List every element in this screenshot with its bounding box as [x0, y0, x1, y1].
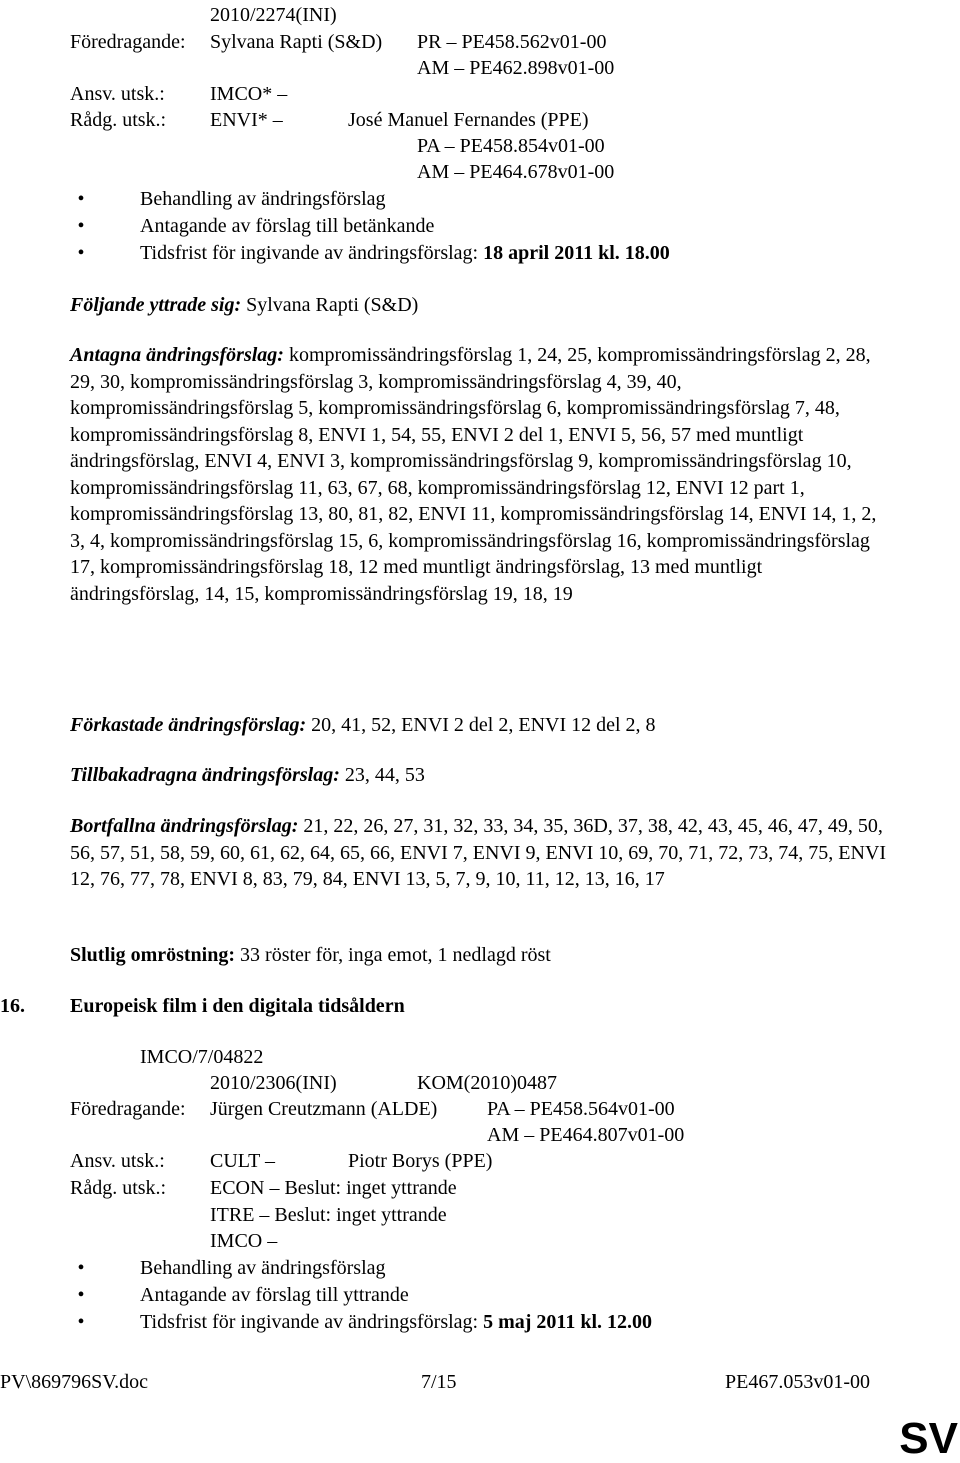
- fallen-amendments: [70, 813, 895, 893]
- bullet-item: Behandling av ändringsförslag: [140, 1257, 386, 1279]
- am-reference: AM – PE462.898v01-00: [417, 57, 615, 79]
- bullet-item-deadline: [140, 1309, 652, 1336]
- opinion-rapporteur: José Manuel Fernandes (PPE): [348, 109, 589, 131]
- footer-filename: PV\869796SV.doc: [0, 1371, 148, 1393]
- bullet-icon: •: [77, 188, 85, 210]
- responsible-committee: IMCO* –: [210, 83, 288, 105]
- withdrawn-text: 23, 44, 53: [344, 764, 425, 786]
- section-opinion-line: ITRE – Beslut: inget yttrande: [210, 1204, 447, 1226]
- bullet-item: Antagande av förslag till yttrande: [140, 1284, 409, 1306]
- rapporteur-name: Sylvana Rapti (S&D): [210, 31, 383, 53]
- section-title: Europeisk film i den digitala tidsåldern: [70, 995, 405, 1017]
- final-vote: [70, 942, 551, 969]
- bullet-icon: •: [77, 1311, 85, 1333]
- procedure-number: 2010/2274(INI): [210, 4, 337, 26]
- section-responsible-committee: CULT –: [210, 1150, 276, 1172]
- fallen-text: 21, 22, 26, 27, 31, 32, 33, 34, 35, 36D, 37, 38, 42, 43, 45, 46, 47, 49, 50, 56, 57, 51, 58, 59, 60, 61, 62, 64, 65, 66, ENVI 7, ENVI 9, ENVI 10, 69, 70, 71, 72, 73, 74, 75, ENVI 12, 76, 77, 78, ENVI 8, 83, 79, 84, ENVI 13, 5, 7, 9, 10, 11, 12, 13, 16, 17: [70, 815, 887, 890]
- section-number: 16.: [0, 995, 25, 1017]
- bullet-icon: •: [77, 242, 85, 264]
- bullet-item-deadline: [140, 240, 670, 267]
- bullet-icon: •: [77, 215, 85, 237]
- withdrawn-amendments: [70, 762, 425, 789]
- bullet-item: Antagande av förslag till betänkande: [140, 215, 435, 237]
- rejected-label: Förkastade ändringsförslag:: [70, 714, 307, 736]
- adopted-label: Antagna ändringsförslag:: [70, 344, 284, 366]
- speakers-label: Följande yttrade sig:: [70, 294, 242, 316]
- section-kom-reference: KOM(2010)0487: [417, 1072, 557, 1094]
- section-opinion-line: ECON – Beslut: inget yttrande: [210, 1177, 457, 1199]
- section-rapporteur-label: Föredragande:: [70, 1098, 186, 1120]
- opinion-committee: ENVI* –: [210, 109, 283, 131]
- footer-reference: PE467.053v01-00: [725, 1371, 870, 1393]
- footer-page-number: 7/15: [421, 1371, 457, 1393]
- speakers-line: [70, 292, 418, 319]
- final-vote-label: Slutlig omröstning:: [70, 944, 236, 966]
- rapporteur-label: Föredragande:: [70, 31, 186, 53]
- section-opinion-label: Rådg. utsk.:: [70, 1177, 167, 1199]
- responsible-label: Ansv. utsk.:: [70, 83, 165, 105]
- deadline-value: 18 april 2011 kl. 18.00: [483, 242, 670, 264]
- section-responsible-rapporteur: Piotr Borys (PPE): [348, 1150, 493, 1172]
- bullet-icon: •: [77, 1257, 85, 1279]
- deadline-value: 5 maj 2011 kl. 12.00: [483, 1311, 653, 1333]
- section-opinion-line: IMCO –: [210, 1230, 278, 1252]
- adopted-amendments: [70, 342, 895, 607]
- speakers-value: Sylvana Rapti (S&D): [246, 294, 419, 316]
- language-code: SV: [899, 1414, 958, 1463]
- withdrawn-label: Tillbakadragna ändringsförslag:: [70, 764, 340, 786]
- section-file-number: IMCO/7/04822: [140, 1046, 264, 1068]
- rejected-text: 20, 41, 52, ENVI 2 del 2, ENVI 12 del 2, 8: [311, 714, 656, 736]
- deadline-label: Tidsfrist för ingivande av ändringsförslag:: [140, 1311, 479, 1333]
- opinion-pa-reference: PA – PE458.854v01-00: [417, 135, 605, 157]
- adopted-text: kompromissändringsförslag 1, 24, 25, kompromissändringsförslag 2, 28, 29, 30, kompromissändringsförslag 3, kompromissändringsförslag 4, 39, 40, kompromissändringsförslag 5, kompromissändringsförslag 6, kompromissändringsförslag 7, 48, kompromissändringsförslag 8, ENVI 1, 54, 55, ENVI 2 del 1, ENVI 5, 56, 57 med muntligt ändringsförslag, ENVI 4, ENVI 3, kompromissändringsförslag 9, kompromissändringsförslag 10, kompromissändringsförslag 11, 63, 67, 68, kompromissändringsförslag 12, ENVI 12 part 1, kompromissändringsförslag 13, 80, 81, 82, ENVI 11, kompromissändringsförslag 14, ENVI 14, 1, 2, 3, 4, kompromissändringsförslag 15, 6, kompromissändringsförslag 16, kompromissändringsförslag 17, kompromissändringsförslag 18, 12 med muntligt ändringsförslag, 13 med muntligt ändringsförslag, 14, 15, kompromissändringsförslag 19, 18, 19: [70, 344, 877, 605]
- rejected-amendments: [70, 712, 656, 739]
- pr-reference: PR – PE458.562v01-00: [417, 31, 607, 53]
- section-responsible-label: Ansv. utsk.:: [70, 1150, 165, 1172]
- opinion-label: Rådg. utsk.:: [70, 109, 167, 131]
- section-am-reference: AM – PE464.807v01-00: [487, 1124, 685, 1146]
- final-vote-text: 33 röster för, inga emot, 1 nedlagd röst: [240, 944, 551, 966]
- section-procedure: 2010/2306(INI): [210, 1072, 337, 1094]
- bullet-item: Behandling av ändringsförslag: [140, 188, 386, 210]
- fallen-label: Bortfallna ändringsförslag:: [70, 815, 299, 837]
- bullet-icon: •: [77, 1284, 85, 1306]
- section-pa-reference: PA – PE458.564v01-00: [487, 1098, 675, 1120]
- section-rapporteur-name: Jürgen Creutzmann (ALDE): [210, 1098, 438, 1120]
- opinion-am-reference: AM – PE464.678v01-00: [417, 161, 615, 183]
- deadline-label: Tidsfrist för ingivande av ändringsförslag:: [140, 242, 479, 264]
